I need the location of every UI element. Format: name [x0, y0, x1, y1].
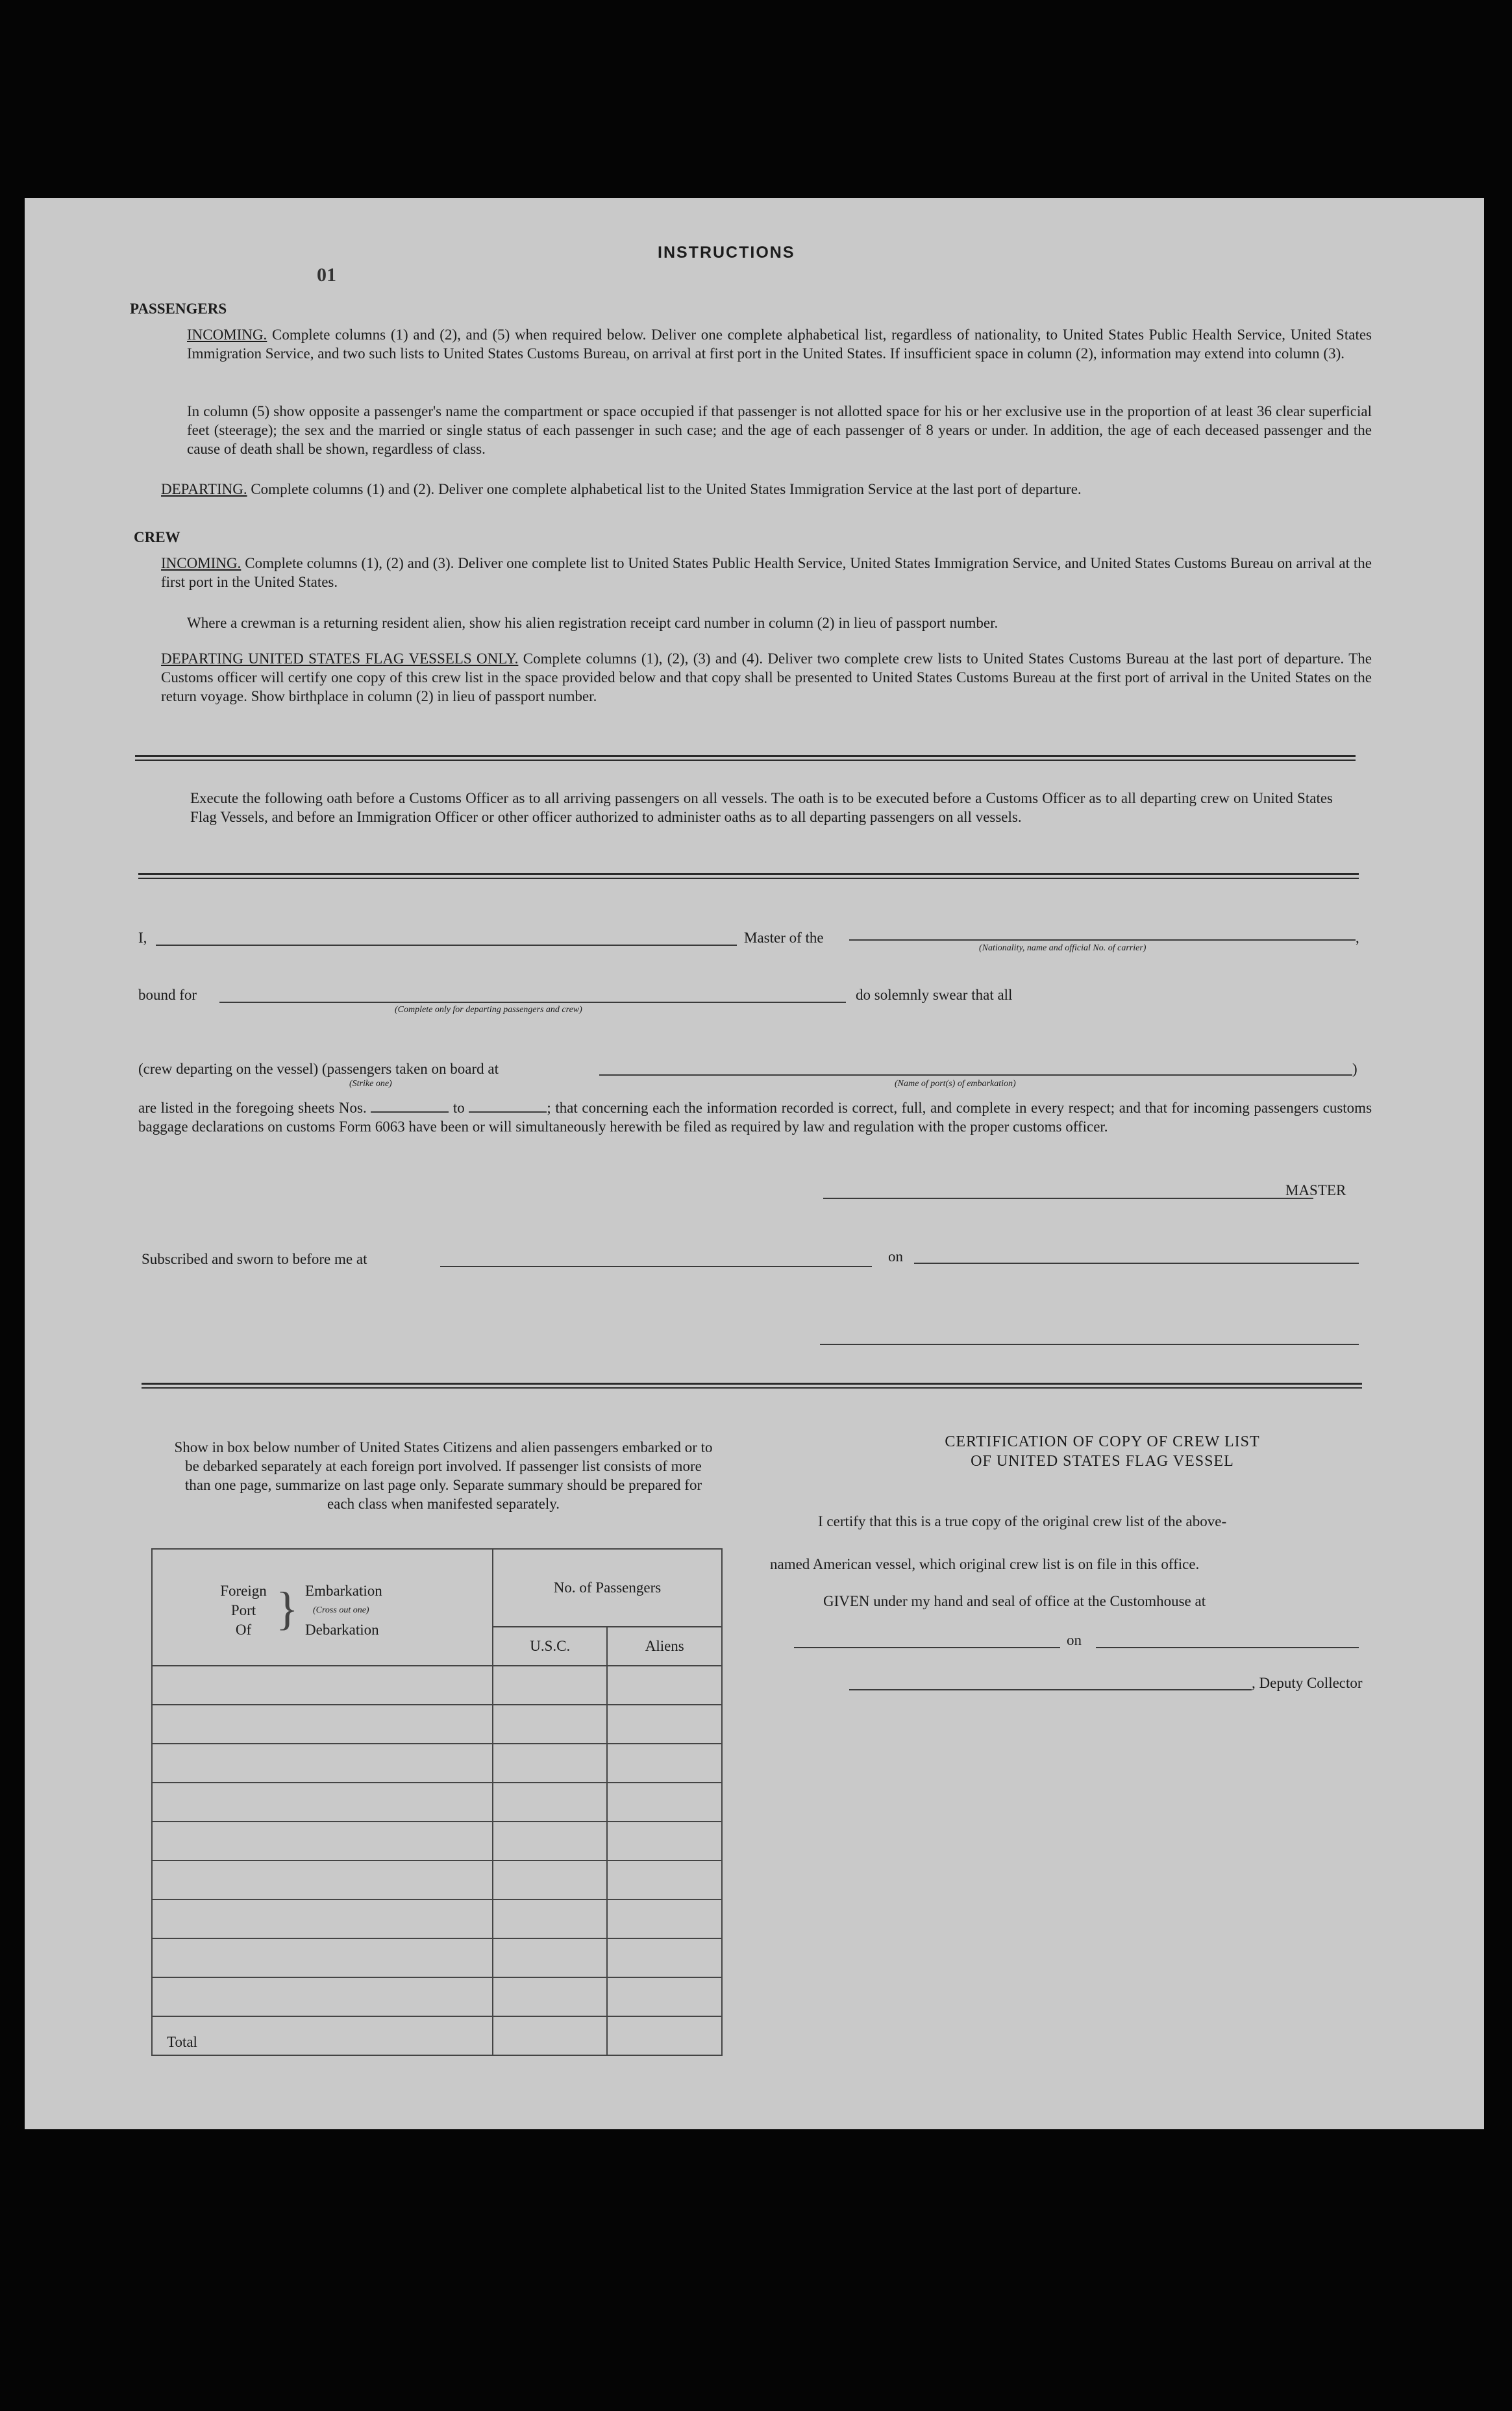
usc-total-cell[interactable]: [493, 2016, 608, 2055]
certification-text-3: GIVEN under my hand and seal of office at the Customhouse at: [823, 1593, 1206, 1609]
summary-text: Show in box below number of United States Citizens and alien passengers embarked or to be debarked separately at each foreign port involved. If passenger list consists of more than one page, summarize on last page only. Separate summary should be prepared for each class when manifested separately.: [174, 1439, 713, 1512]
crew-flag-label: DEPARTING UNITED STATES FLAG VESSELS ONLY.: [161, 650, 519, 667]
usc-cell[interactable]: [493, 1977, 608, 2016]
aliens-cell[interactable]: [607, 1783, 722, 1822]
aliens-cell[interactable]: [607, 1666, 722, 1705]
usc-cell[interactable]: [493, 1744, 608, 1783]
passenger-summary-table: [151, 1548, 723, 2056]
passengers-column5-text: In column (5) show opposite a passenger's name the compartment or space occupied if that passenger is not allotted space for his or her exclusive use in the proportion of at least 36 clear superficial feet (steerage); the sex and the married or single status of each passenger in such case; and the age of each passenger of 8 years or under. In addition, the age of each deceased passenger and the cause of death shall be shown, regardless of class.: [187, 403, 1372, 457]
aliens-cell[interactable]: [607, 1705, 722, 1744]
sworn-date-field[interactable]: [914, 1263, 1359, 1264]
divider: [135, 755, 1356, 761]
master-signature-field[interactable]: [823, 1198, 1313, 1199]
sheet-to-field[interactable]: [469, 1111, 547, 1113]
master-label: MASTER: [1285, 1182, 1346, 1198]
comma: ,: [1356, 930, 1359, 946]
brace: }: [276, 1583, 299, 1635]
passengers-incoming-block: [187, 325, 1372, 363]
form-page: [25, 198, 1484, 2129]
officer-signature-field[interactable]: [820, 1344, 1359, 1345]
port-cell[interactable]: [152, 1783, 493, 1822]
no-passengers-header: No. of Passengers: [493, 1549, 722, 1627]
passengers-departing-text: Complete columns (1) and (2). Deliver one complete alphabetical list to the United States Immigration Service at the last port of departure.: [251, 481, 1082, 497]
crew-incoming-block: [161, 554, 1372, 591]
crew-resident-text: Where a crewman is a returning resident alien, show his alien registration receipt card number in column (2) in lieu of passport number.: [187, 615, 998, 631]
of-label: Of: [235, 1622, 252, 1638]
port-cell[interactable]: [152, 1861, 493, 1899]
port-cell[interactable]: [152, 1977, 493, 2016]
certification-date-field[interactable]: [1096, 1647, 1359, 1648]
crew-heading: CREW: [134, 529, 180, 545]
port-header: [152, 1549, 493, 1666]
certification-text-1: I certify that this is a true copy of the original crew list of the above-: [818, 1513, 1227, 1529]
bound-for-field[interactable]: [219, 1002, 846, 1003]
certification-on-label: on: [1067, 1632, 1082, 1648]
usc-cell[interactable]: [493, 1899, 608, 1938]
customhouse-field[interactable]: [794, 1647, 1060, 1648]
port-cell[interactable]: [152, 1705, 493, 1744]
subscribed-label: Subscribed and sworn to before me at: [142, 1251, 367, 1267]
aliens-cell[interactable]: [607, 1938, 722, 1977]
ports-note: (Name of port(s) of embarkation): [895, 1079, 1016, 1089]
aliens-cell[interactable]: [607, 1899, 722, 1938]
listed-block: [138, 1098, 1372, 1136]
embarkation-ports-field[interactable]: [599, 1074, 1352, 1076]
aliens-header: Aliens: [607, 1627, 722, 1666]
swear-text: do solemnly swear that all: [856, 987, 1013, 1003]
aliens-total-cell[interactable]: [607, 2016, 722, 2055]
crew-departing-text: (crew departing on the vessel) (passengers taken on board at: [138, 1061, 499, 1077]
divider: [142, 1383, 1362, 1389]
usc-cell[interactable]: [493, 1666, 608, 1705]
usc-cell[interactable]: [493, 1938, 608, 1977]
usc-cell[interactable]: [493, 1783, 608, 1822]
port-cell[interactable]: [152, 1822, 493, 1861]
crew-flag-text: Complete columns (1), (2), (3) and (4). Deliver two complete crew lists to United States Customs Bureau at the last port of departure. The Customs officer will certify one copy of this crew list in the space provided below and that copy shall be presented to United States Customs Bureau at the first port of arrival in the United States on the return voyage. Show birthplace in column (2) in lieu of passport number.: [161, 650, 1372, 704]
sworn-on-label: on: [888, 1248, 903, 1265]
port-header-left: [211, 1581, 276, 1640]
aliens-cell[interactable]: [607, 1744, 722, 1783]
cross-out-note: (Cross out one): [313, 1605, 369, 1615]
oath-i-label: I,: [138, 930, 147, 946]
divider: [138, 873, 1359, 879]
foreign-label: Foreign: [220, 1583, 267, 1599]
aliens-cell[interactable]: [607, 1822, 722, 1861]
certification-title-2: OF UNITED STATES FLAG VESSEL: [971, 1453, 1234, 1470]
sworn-place-field[interactable]: [440, 1266, 872, 1267]
bound-note: (Complete only for departing passengers and crew): [395, 1005, 582, 1015]
port-cell[interactable]: [152, 1938, 493, 1977]
certification-title-1: CERTIFICATION OF COPY OF CREW LIST: [945, 1433, 1260, 1450]
oath-intro: Execute the following oath before a Customs Officer as to all arriving passengers on all vessels. The oath is to be executed before a Customs Officer as to all departing crew on United States Flag Vessels, and before an Immigration Officer or other officer authorized to administer oaths as to all departing passengers on all vessels.: [190, 790, 1333, 825]
usc-cell[interactable]: [493, 1861, 608, 1899]
listed-text: are listed in the foregoing sheets Nos.: [138, 1100, 367, 1116]
master-name-field[interactable]: [156, 945, 737, 946]
listed-rest: ; that concerning each the information recorded is correct, full, and complete in every respect; and that for incoming passengers customs baggage declarations on customs Form 6063 have been or will simultaneously herewith be filed as required by law and regulation with the proper customs officer.: [138, 1100, 1372, 1135]
master-of-label: Master of the: [744, 930, 824, 946]
passengers-heading: PASSENGERS: [130, 301, 227, 317]
carrier-field[interactable]: [849, 939, 1356, 941]
carrier-note: (Nationality, name and official No. of carrier): [979, 943, 1146, 953]
passengers-departing-block: [161, 480, 1372, 499]
crew-flag-block: [161, 649, 1372, 706]
page-mark: 01: [317, 264, 336, 286]
port-cell[interactable]: [152, 1666, 493, 1705]
passengers-departing-label: DEPARTING.: [161, 481, 247, 497]
certification-text-2: named American vessel, which original crew list is on file in this office.: [770, 1556, 1200, 1572]
strike-one-note: (Strike one): [349, 1079, 392, 1089]
usc-header: U.S.C.: [493, 1627, 608, 1666]
port-cell[interactable]: [152, 1744, 493, 1783]
port-cell[interactable]: [152, 1899, 493, 1938]
passengers-incoming-text: Complete columns (1) and (2), and (5) when required below. Deliver one complete alphabetical list, regardless of nationality, to United States Public Health Service, United States Immigration Service, and two such lists to United States Customs Bureau, on arrival at first port in the United States. If insufficient space in column (2), information may extend into column (3).: [187, 327, 1372, 362]
embarkation-label: Embarkation: [305, 1583, 382, 1599]
crew-incoming-label: INCOMING.: [161, 555, 242, 571]
aliens-cell[interactable]: [607, 1861, 722, 1899]
aliens-cell[interactable]: [607, 1977, 722, 2016]
port-header-right: [305, 1581, 382, 1640]
to-label: to: [452, 1100, 465, 1116]
sheet-from-field[interactable]: [371, 1111, 449, 1113]
deputy-signature-field[interactable]: [849, 1689, 1252, 1690]
usc-cell[interactable]: [493, 1822, 608, 1861]
debarkation-label: Debarkation: [305, 1622, 379, 1638]
crew-incoming-text: Complete columns (1), (2) and (3). Deliver one complete list to United States Public Health Service, United States Immigration Service, and United States Customs Bureau on arrival at the first port in the United States.: [161, 555, 1372, 590]
port-label: Port: [230, 1602, 256, 1618]
total-label: Total: [152, 2016, 493, 2055]
close-paren: ): [1352, 1061, 1357, 1077]
passengers-incoming-label: INCOMING.: [187, 327, 267, 343]
deputy-collector-label: , Deputy Collector: [1252, 1675, 1363, 1691]
bound-for-label: bound for: [138, 987, 197, 1003]
instructions-title: INSTRUCTIONS: [658, 243, 795, 262]
usc-cell[interactable]: [493, 1705, 608, 1744]
